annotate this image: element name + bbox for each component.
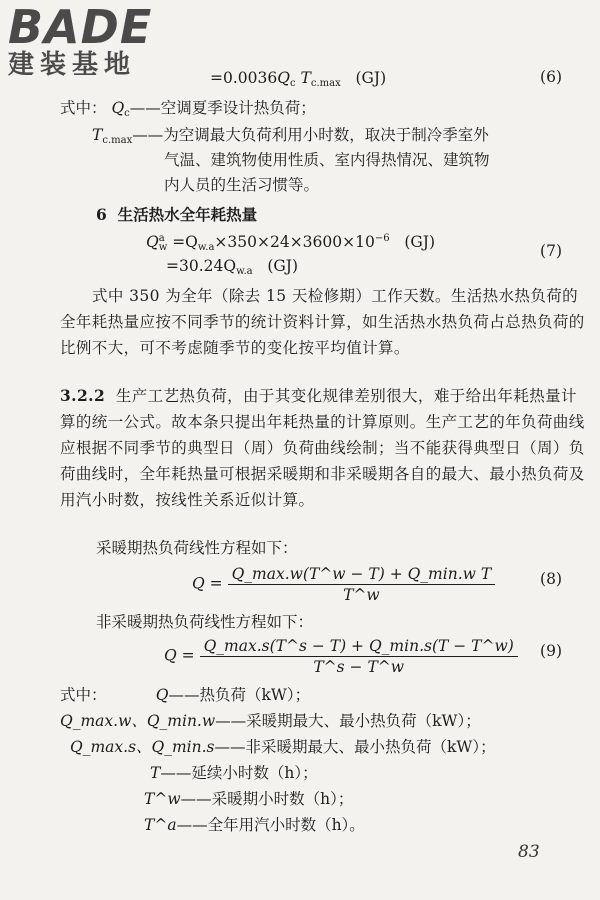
eq8-numerator: Q_max.w(T^w − T) + Q_min.w T bbox=[228, 564, 496, 585]
def-tcmax bbox=[92, 125, 489, 151]
def-qw-sym: Q_max.w、Q_min.w bbox=[60, 712, 216, 730]
paragraph-350-days: 式中 350 为全年（除去 15 天检修期）工作天数。生活热水热负荷的全年耗热量应按不同季节的统计资料计算，如生活热水热负荷占总热负荷的比例不大，可不考虑随季节的变化按平均值计算。 bbox=[60, 287, 585, 357]
equation-7-line2 bbox=[166, 256, 298, 282]
def-t bbox=[150, 763, 318, 783]
def-qs-sym: Q_max.s、Q_min.s bbox=[70, 738, 215, 756]
def-tw-text: ——采暖期小时数（h）； bbox=[180, 790, 354, 808]
def-qc bbox=[60, 98, 316, 124]
def-ta bbox=[144, 815, 365, 835]
equation-6 bbox=[210, 68, 386, 94]
section-6-number: 6 bbox=[96, 205, 107, 224]
eq7-line1-sub: w.a bbox=[197, 242, 215, 253]
logo-subtitle: 建装基地 bbox=[8, 50, 137, 80]
section-6-title: 生活热水全年耗热量 bbox=[117, 205, 258, 224]
def-ta-text: ——全年用汽小时数（h）。 bbox=[176, 816, 365, 834]
def-q-text: ——热负荷（kW）； bbox=[168, 686, 311, 704]
def-qw-text: ——采暖期最大、最小热负荷（kW）； bbox=[215, 712, 481, 730]
eq8-fraction bbox=[228, 564, 496, 605]
equation-7-line1 bbox=[146, 229, 435, 258]
eq9-number: (9) bbox=[540, 642, 562, 660]
def-qc-sym-sub: c bbox=[124, 108, 130, 119]
equation-8 bbox=[192, 564, 495, 605]
def-tw-sym: T^w bbox=[144, 790, 181, 808]
def-tcmax-line2: 气温、建筑物使用性质、室内得热情况、建筑物 bbox=[164, 151, 490, 169]
def-tcmax-sym: T bbox=[92, 126, 103, 144]
eq6-unit: (GJ) bbox=[355, 69, 387, 87]
eq9-intro: 非采暖期热负荷线性方程如下： bbox=[96, 613, 314, 631]
eq6-t-sub: c.max bbox=[310, 78, 341, 89]
page-number: 83 bbox=[518, 842, 540, 862]
eq6-number: (6) bbox=[540, 68, 562, 86]
eq7-line2-sub: w.a bbox=[236, 266, 253, 277]
eq6-q-sub: c bbox=[289, 78, 296, 89]
eq6-expr: =0.0036 bbox=[210, 69, 278, 87]
def-qs-text: ——非采暖期最大、最小热负荷（kW）； bbox=[214, 738, 496, 756]
def-tcmax-text: ——为空调最大负荷利用小时数，取决于制冷季室外 bbox=[132, 126, 489, 144]
def-qc-text: ——空调夏季设计热负荷； bbox=[129, 99, 316, 117]
logo-wordmark: BADE bbox=[8, 0, 153, 54]
eq9-lhs: Q = bbox=[164, 646, 195, 665]
eq8-denominator: T^w bbox=[343, 586, 380, 604]
eq9-fraction bbox=[200, 636, 518, 677]
def-q bbox=[60, 685, 310, 705]
def-q-sym: Q bbox=[155, 686, 169, 704]
eq9-numerator: Q_max.s(T^s − T) + Q_min.s(T − T^w) bbox=[200, 636, 518, 657]
eq8-lhs: Q = bbox=[192, 574, 223, 593]
def-t-sym: T bbox=[150, 764, 161, 782]
eq7-line1-exp: −6 bbox=[374, 233, 390, 244]
eq7-number: (7) bbox=[540, 242, 562, 260]
section-3-2-2-text: 生产工艺热负荷，由于其变化规律差别很大，难于给出年耗热量计算的统一公式。故本条只提出年耗热量的计算原则。生产工艺的年负荷曲线应根据不同季节的典型日（周）负荷曲线绘制；当不能获得典型日（周）负荷曲线时，全年耗热量可根据采暖期和非采暖期各自的最大、最小热负荷及用汽小时数，按线性关系近似计算。 bbox=[60, 387, 585, 509]
eq7-line1-start: =Q bbox=[172, 233, 198, 251]
eq7-lhs-sub: w bbox=[158, 242, 168, 253]
section-3-2-2-number: 3.2.2 bbox=[60, 386, 106, 405]
eq9-denominator: T^s − T^w bbox=[313, 658, 405, 676]
def-q-lead: 式中： bbox=[60, 686, 107, 704]
def-q-s bbox=[70, 737, 496, 757]
def-tw bbox=[144, 789, 353, 809]
eq8-number: (8) bbox=[540, 570, 562, 588]
eq6-q: Q bbox=[277, 69, 290, 87]
def-tcmax-sym-sub: c.max bbox=[102, 135, 133, 146]
def-qc-sym: Q bbox=[111, 99, 125, 117]
eq7-line2-start: =30.24Q bbox=[166, 257, 237, 275]
equation-9 bbox=[164, 636, 518, 677]
eq7-line1-unit: (GJ) bbox=[404, 233, 436, 251]
eq7-lhs-sup: a bbox=[158, 233, 165, 244]
def-q-w bbox=[60, 711, 481, 731]
eq8-intro: 采暖期热负荷线性方程如下： bbox=[96, 539, 298, 557]
eq7-line1-rest: ×350×24×3600×10 bbox=[214, 233, 375, 251]
section-3-2-2 bbox=[60, 383, 590, 513]
def-tcmax-line3: 内人员的生活习惯等。 bbox=[164, 176, 320, 194]
eq6-t: T bbox=[300, 69, 311, 87]
eq7-lhs: Q bbox=[146, 233, 159, 251]
eq7-line2-unit: (GJ) bbox=[267, 257, 299, 275]
section-6-heading bbox=[96, 205, 257, 225]
logo bbox=[8, 0, 176, 80]
def-t-text: ——延续小时数（h）； bbox=[160, 764, 318, 782]
def-ta-sym: T^a bbox=[144, 816, 177, 834]
def-qc-lead: 式中： bbox=[60, 99, 107, 117]
